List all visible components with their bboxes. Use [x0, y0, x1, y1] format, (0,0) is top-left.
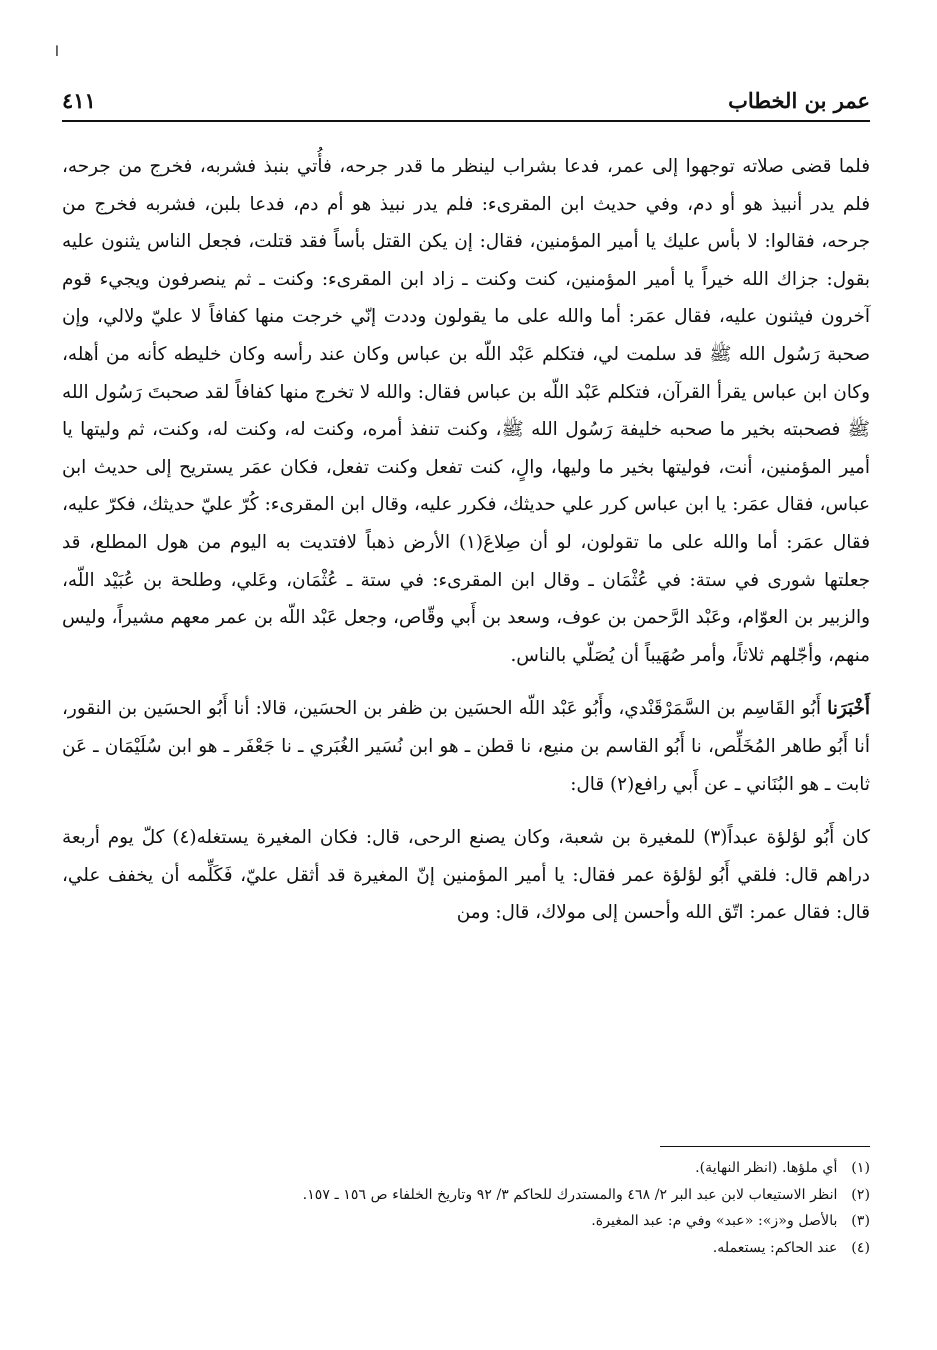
paragraph-narrative-continued	[62, 819, 870, 932]
running-title: عمر بن الخطاب	[728, 88, 870, 113]
footnote-text: انظر الاستيعاب لابن عبد البر ٢/ ٤٦٨ والمستدرك للحاكم ٣/ ٩٢ وتاريخ الخلفاء ص ١٥٦ ـ ١٥٧.	[302, 1186, 838, 1203]
footnote-divider	[660, 1146, 870, 1147]
footnote-text: عند الحاكم: يستعمله.	[712, 1239, 838, 1256]
footnote-text: أي ملؤها. (انظر النهاية).	[695, 1160, 838, 1176]
main-text	[62, 148, 870, 932]
paragraph-narrative	[62, 148, 870, 674]
footnote-item	[62, 1235, 870, 1262]
footnote-number: (٢)	[851, 1186, 870, 1203]
paragraph-lead-word: أَخْبَرَنا	[827, 698, 870, 720]
footnote-text: بالأصل و«ز»: «عبد» وفي م: عبد المغيرة.	[591, 1213, 838, 1229]
footnote-number: (١)	[851, 1160, 870, 1176]
footnote-list	[62, 1155, 870, 1261]
page-header	[62, 84, 870, 122]
paragraph-text: أَبُو القَاسِم بن السَّمَرْقَنْدي، وأَبُو عَبْد اللّه الحسَين بن ظفر بن الحسَين، قالا: أنا أَبُو الحسَين بن النقور، أنا أَبُو طاهر المُخَلِّص، نا أَبُو القاسم بن منيع، نا قطن ـ هو ابن نُسَير الغُبَري ـ نا جَعْفَر ـ هو ابن سُلَيْمَان ـ عَن ثابت ـ هو البُنَاني ـ عن أَبي رافع(٢) قال:	[62, 698, 870, 795]
footnote-item	[62, 1155, 870, 1182]
footnote-item	[62, 1208, 870, 1235]
paragraph-text: فلما قضى صلاته توجهوا إلى عمر، فدعا بشراب لينظر ما قدر جرحه، فأُتي بنبذ فشربه، فخرج من جرحه، فلم يدر أنبيذ هو أو دم، وفي حديث ابن المقرىء: فلم يدر نبيذ هو أم دم، فدعا بلبن، فشربه فخرج من جرحه، فقالوا: لا بأس عليك يا أمير المؤمنين، فقال: إن يكن القتل بأساً فقد قتلت، فجعل الناس يثنون عليه بقول: جزاك الله خيراً يا أمير المؤمنين، كنت وكنت ـ زاد ابن المقرىء: وكنت ـ ثم ينصرفون ويجيء قوم آخرون فيثنون عليه، فقال عمَر: أما والله على ما يقولون وددت إنّي خرجت منها كفافاً لا عليّ ولالي، وإن صحبة رَسُول الله ﷺ قد سلمت لي، فتكلم عَبْد اللّه بن عباس وكان عند رأسه وكان خليطه كأنه من أهله، وكان ابن عباس يقرأ القرآن، فتكلم عَبْد اللّه بن عباس فقال: والله لا تخرج منها كفافاً لقد صحبتَ رَسُول الله ﷺ فصحبته بخير ما صحبه خليفة رَسُول الله ﷺ، وكنت تنفذ أمره، وكنت له، وكنت له، وكنت، ثم وليتها يا أمير المؤمنين، أنت، فوليتها بخير ما وليها، والٍ، كنت تفعل وكنت تفعل، فكان عمَر يستريح إلى حديث ابن عباس، فقال عمَر: يا ابن عباس كرر علي حديثك، فكرر عليه، وقال ابن المقرىء: كُرّ عليّ حديثك، فكرّ عليه، فقال عمَر: أما والله على ما تقولون، لو أن صِلاعَ(١) الأرض ذهباً لافتديت به اليوم من هول المطلع، قد جعلتها شورى في ستة: في عُثْمَان ـ وقال ابن المقرىء: في ستة ـ عُثْمَان، وعَلي، وطلحة بن عُبَيْد اللّه، والزبير بن العوّام، وعَبْد الرَّحمن بن عوف، وسعد بن أَبي وقّاص، وجعل عَبْد اللّه بن عمر معهم مشيراً، وليس منهم، وأجّلهم ثلاثاً، وأمر صُهَيباً أن يُصَلّي بالناس.	[62, 156, 870, 666]
page-number: ٤١١	[62, 88, 96, 113]
paragraph-text: كان أَبُو لؤلؤة عبداً(٣) للمغيرة بن شعبة، وكان يصنع الرحى، قال: فكان المغيرة يستغله(٤) كلّ يوم أربعة دراهم قال: فلقي أَبُو لؤلؤة عمر فقال: يا أمير المؤمنين إنّ المغيرة قد أثقل عليّ، فَكَلِّمه أن يخفف علي، قال: فقال عمر: اتّق الله وأحسن إلى مولاك، قال: ومن	[62, 827, 870, 924]
corner-mark: ا	[55, 44, 59, 60]
footnote-number: (٣)	[851, 1213, 870, 1229]
footnotes	[62, 1146, 870, 1261]
footnote-number: (٤)	[851, 1239, 870, 1256]
footnote-item	[62, 1182, 870, 1209]
paragraph-isnad	[62, 690, 870, 803]
